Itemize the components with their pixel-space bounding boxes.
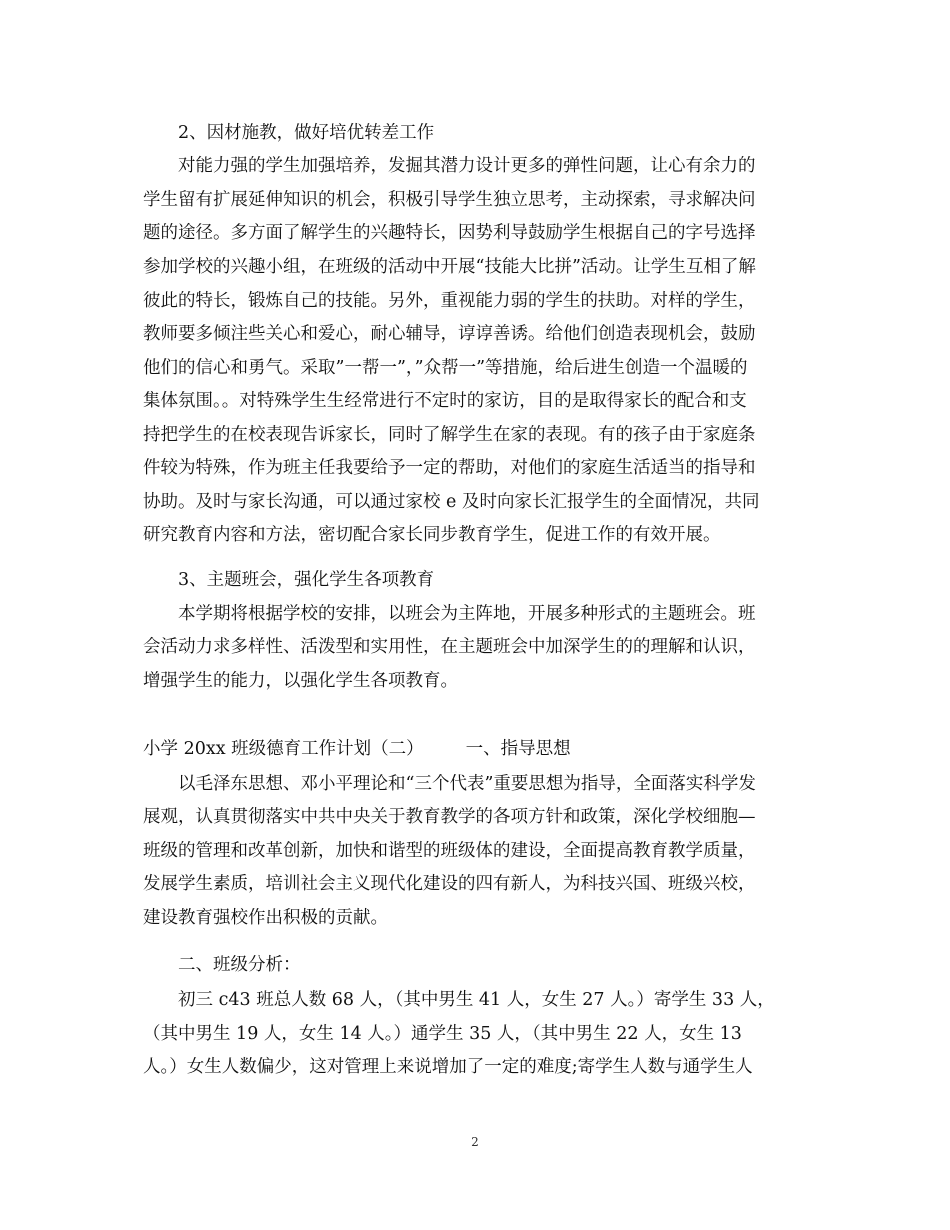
text-line: 集体氛围。。对特殊学生生经常进行不定时的家访，目的是取得家长的配合和支 <box>143 391 747 411</box>
plan-title: 小学 20xx 班级德育工作计划（二） <box>143 739 424 759</box>
text-line: （其中男生 19 人，女生 14 人。）通学生 35 人，（其中男生 22 人，女生 13 <box>143 1024 742 1044</box>
text-line: 班级的管理和改革创新，加快和谐型的班级体的建设，全面提高教育教学质量， <box>143 841 756 861</box>
text-line: 协助。及时与家长沟通，可以通过家校 e 及时向家长汇报学生的全面情况，共同 <box>143 492 760 512</box>
text-line: 以毛泽东思想、邓小平理论和“三个代表”重要思想为指导，全面落实科学发 <box>178 774 756 794</box>
text-line: 参加学校的兴趣小组，在班级的活动中开展“技能大比拼”活动。让学生互相了解 <box>143 257 756 277</box>
text-line: 建设教育强校作出积极的贡献。 <box>143 908 388 928</box>
text-line: 二、班级分析： <box>178 955 301 975</box>
section-heading: 一、指导思想 <box>465 739 571 759</box>
page-number: 2 <box>471 1135 479 1149</box>
text-line: 展观，认真贯彻落实中共中央关于教育教学的各项方针和政策，深化学校细胞— <box>143 807 756 827</box>
text-line: 件较为特殊，作为班主任我要给予一定的帮助，对他们的家庭生活适当的指导和 <box>143 458 756 478</box>
text-line: 题的途径。多方面了解学生的兴趣特长，因势利导鼓励学生根据自己的字号选择 <box>143 223 756 243</box>
text-line: 本学期将根据学校的安排，以班会为主阵地，开展多种形式的主题班会。班 <box>178 604 756 624</box>
text-line: 对能力强的学生加强培养，发掘其潜力设计更多的弹性问题，让心有余力的 <box>178 156 756 176</box>
text-line: 教师要多倾注些关心和爱心，耐心辅导，谆谆善诱。给他们创造表现机会，鼓励 <box>143 324 756 344</box>
text-line: 增强学生的能力，以强化学生各项教育。 <box>143 671 458 691</box>
text-line: 他们的信心和勇气。采取”一帮一”，”众帮一”等措施，给后进生创造一个温暖的 <box>143 358 748 378</box>
text-line: 发展学生素质，培训社会主义现代化建设的四有新人，为科技兴国、班级兴校， <box>143 874 756 894</box>
text-line: 2、因材施教，做好培优转差工作 <box>178 123 435 143</box>
text-line: 人。）女生人数偏少，这对管理上来说增加了一定的难度;寄学生人数与通学生人 <box>143 1057 753 1077</box>
text-line: 研究教育内容和方法，密切配合家长同步教育学生，促进工作的有效开展。 <box>143 525 721 545</box>
plan-heading <box>143 737 571 761</box>
text-line: 彼此的特长，锻炼自己的技能。另外，重视能力弱的学生的扶助。对样的学生， <box>143 291 756 311</box>
text-line: 初三 c43 班总人数 68 人，（其中男生 41 人，女生 27 人。）寄学生 33 人， <box>178 990 775 1010</box>
text-line: 学生留有扩展延伸知识的机会，积极引导学生独立思考，主动探索，寻求解决问 <box>143 190 756 210</box>
text-line: 会活动力求多样性、活泼型和实用性，在主题班会中加深学生的的理解和认识， <box>143 637 756 657</box>
text-line: 持把学生的在校表现告诉家长，同时了解学生在家的表现。有的孩子由于家庭条 <box>143 425 756 445</box>
text-line: 3、主题班会，强化学生各项教育 <box>178 570 435 590</box>
